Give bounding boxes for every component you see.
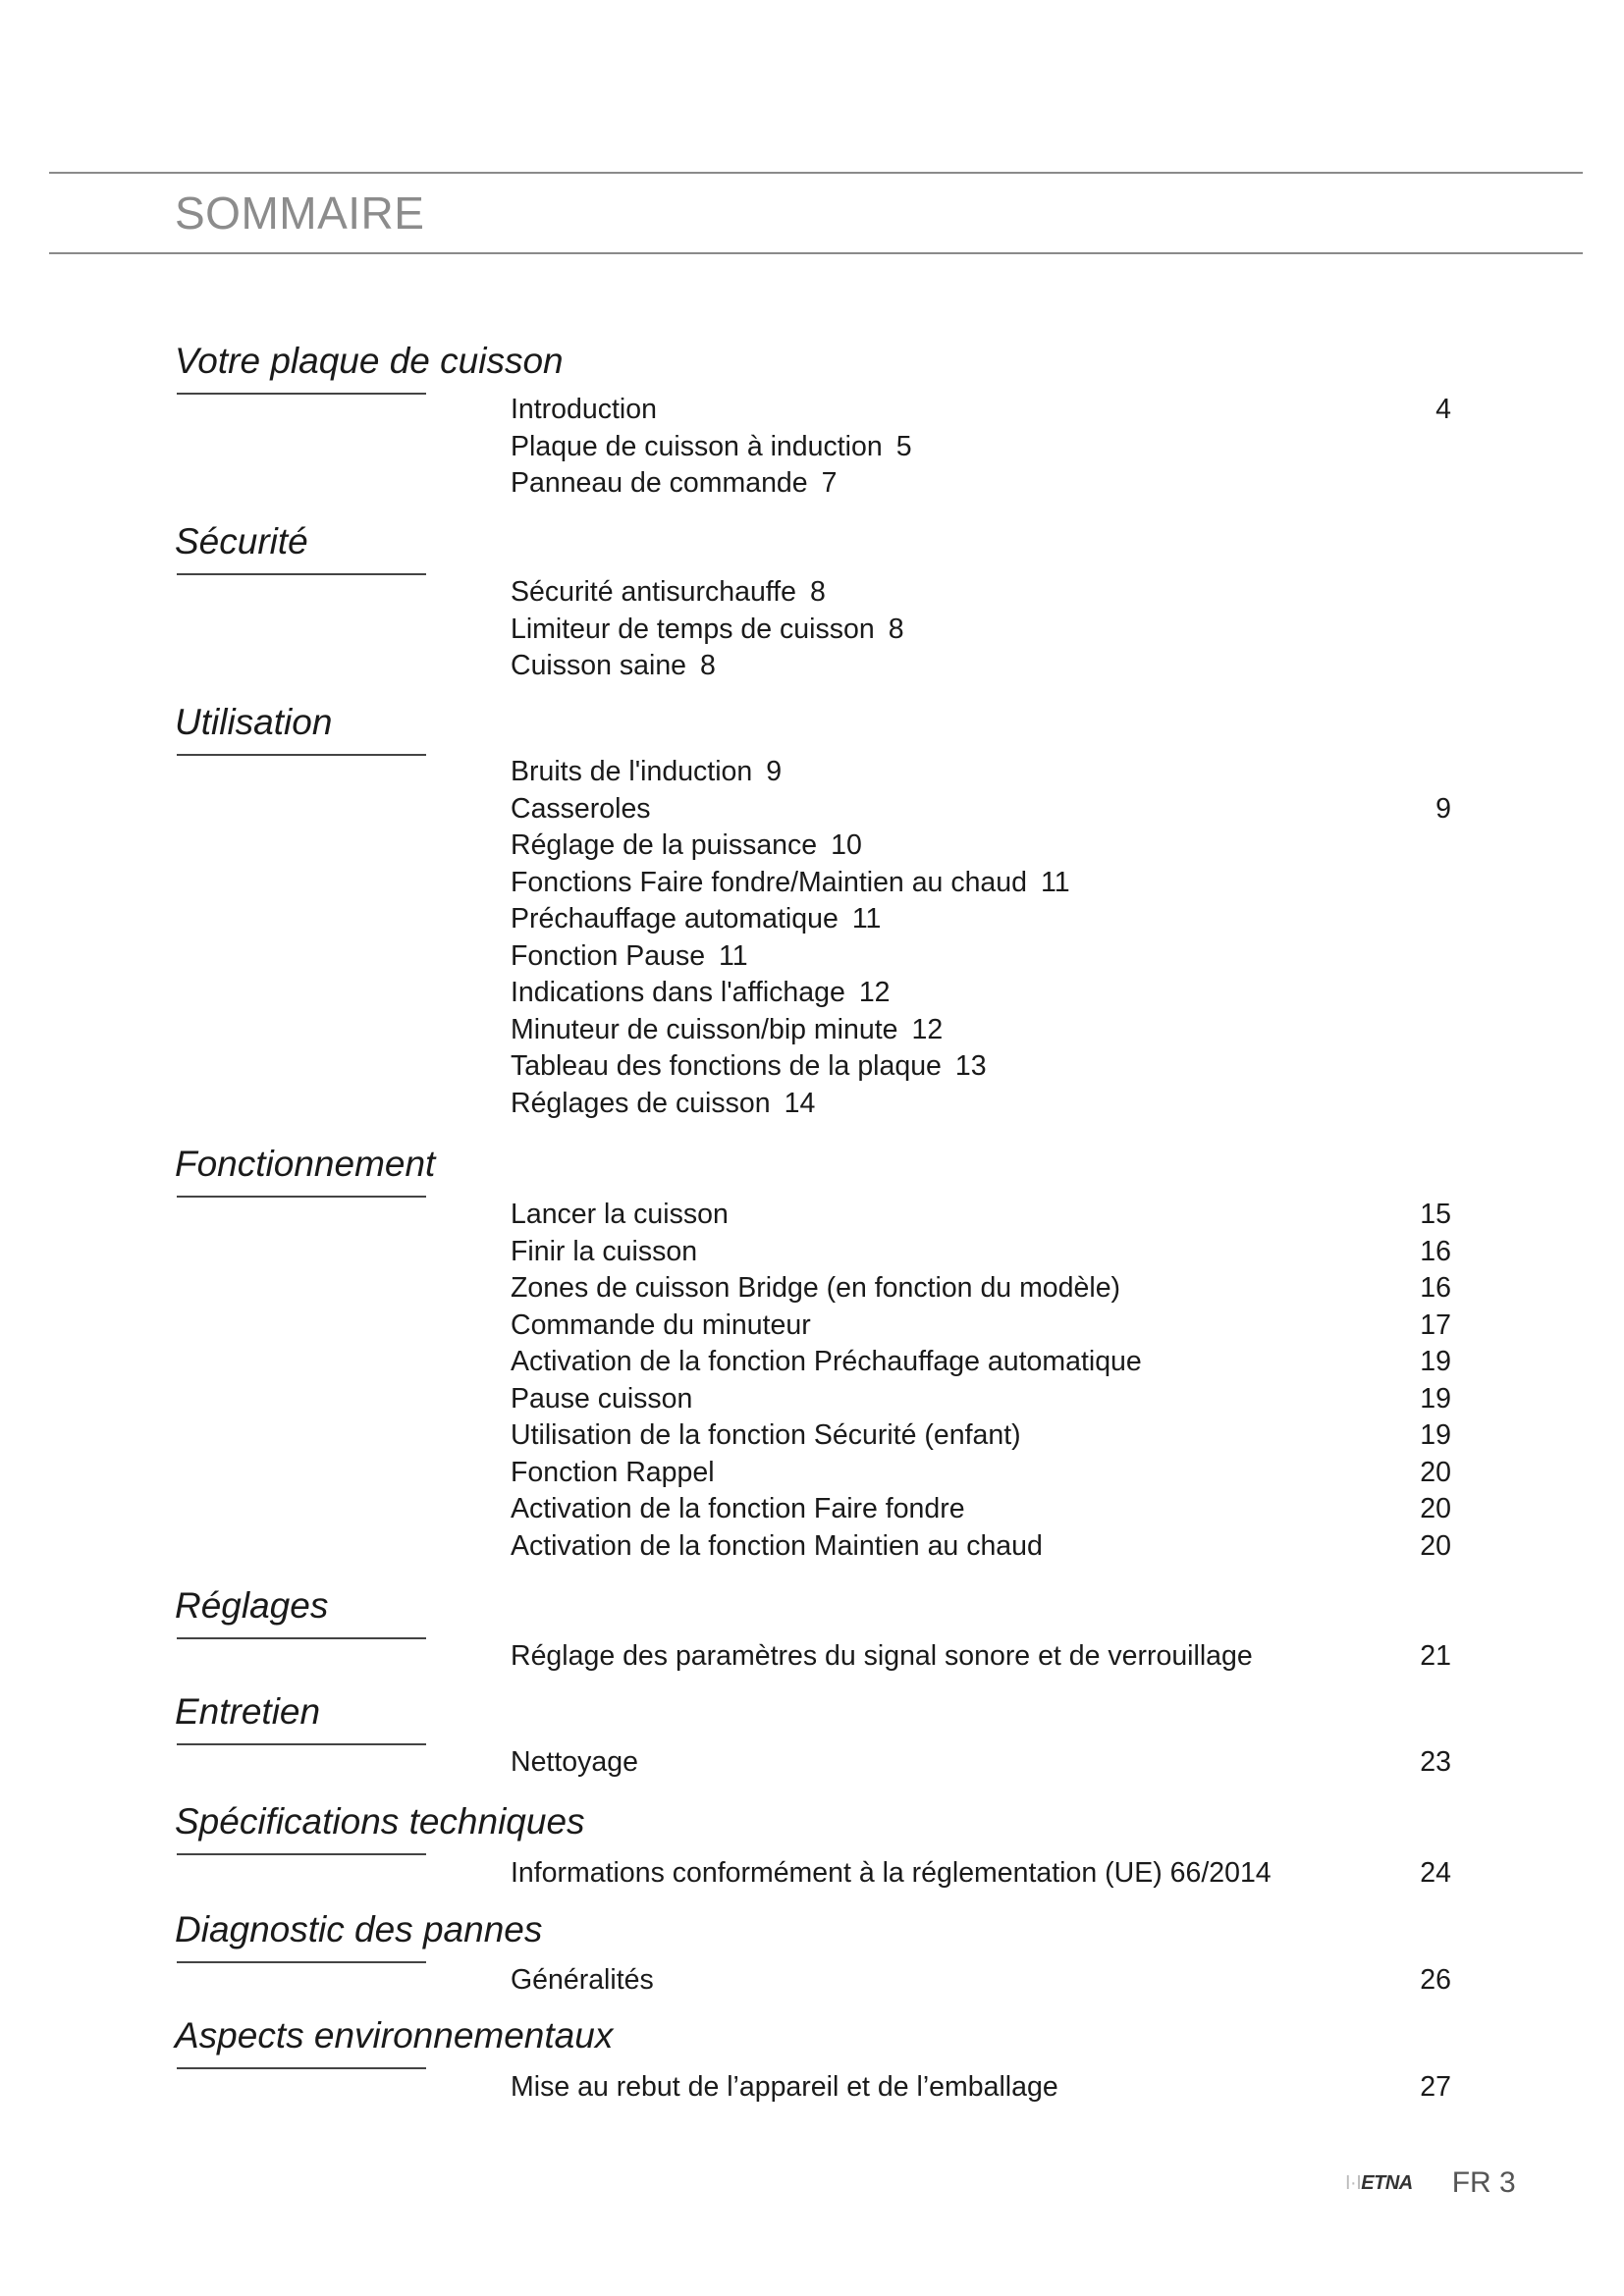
toc-entry[interactable] [511,465,1451,501]
toc-entry[interactable] [511,975,1451,1010]
toc-entry-title: Activation de la fonction Faire fondre [511,1493,965,1524]
toc-entry-page-number: 20 [1420,1493,1451,1524]
section-underline [177,1637,426,1639]
toc-entry-title: Préchauffage automatique [511,903,839,934]
section-heading: Votre plaque de cuisson [175,341,564,381]
section-heading: Fonctionnement [175,1144,436,1184]
toc-entry[interactable] [511,865,1451,900]
toc-entry-title: Cuisson saine [511,650,687,681]
toc-entry-title: Activation de la fonction Maintien au chaud [511,1529,1043,1562]
section-underline [177,1743,426,1745]
toc-entry[interactable] [511,1491,1451,1526]
toc-entry-page-number: 8 [700,650,716,681]
toc-entry[interactable] [511,612,1451,647]
toc-entry-title: Fonctions Faire fondre/Maintien au chaud [511,866,1027,898]
toc-entry-page-number: 11 [851,903,882,934]
toc-entry[interactable] [511,1417,1451,1453]
toc-entry[interactable] [511,1528,1451,1564]
toc-entry[interactable] [511,1086,1451,1121]
toc-entry-title: Informations conformément à la réglementation (UE) 66/2014 [511,1857,1272,1889]
toc-entry[interactable] [511,1381,1451,1416]
toc-entry[interactable] [511,791,1451,827]
toc-entry[interactable] [511,1962,1451,1998]
toc-entry[interactable] [511,1234,1451,1269]
toc-entry-page-number: 9 [766,756,783,787]
page-footer [1345,2163,1516,2203]
toc-entry-page-number: 12 [858,977,891,1008]
toc-entry-title: Lancer la cuisson [511,1199,729,1230]
section-heading: Aspects environnementaux [175,2015,614,2056]
toc-entry[interactable] [511,1270,1451,1306]
toc-entry-title: Réglages de cuisson [511,1087,771,1119]
toc-entry[interactable] [511,1048,1451,1084]
toc-entry-title: Fonction Pause [511,939,706,972]
toc-entry-title: Généralités [511,1964,654,1996]
toc-entry-page-number: 26 [1420,1964,1451,1996]
toc-entry-page-number: 13 [954,1050,987,1082]
toc-entry-page-number: 8 [888,613,904,645]
toc-entry-title: Bruits de l'induction [511,756,753,787]
toc-entry-title: Réglage de la puissance [511,829,818,861]
toc-entry-title: Fonction Rappel [511,1456,715,1488]
toc-entry[interactable] [511,901,1451,936]
toc-entry-title: Introduction [511,394,657,425]
toc-entry-title: Panneau de commande [511,467,808,499]
toc-entry-title: Nettoyage [511,1746,638,1778]
toc-entry[interactable] [511,2069,1451,2105]
toc-entry-title: Mise au rebut de l’appareil et de l’emballage [511,2071,1058,2103]
section-underline [177,1961,426,1963]
toc-entry-title: Pause cuisson [511,1382,693,1415]
section-underline [177,1853,426,1855]
section-heading: Diagnostic des pannes [175,1909,543,1949]
toc-entry-page-number: 11 [1040,866,1070,898]
toc-entry-page-number: 23 [1420,1746,1451,1778]
toc-entry[interactable] [511,429,1451,464]
section-heading: Entretien [175,1691,321,1732]
toc-entry-title: Utilisation de la fonction Sécurité (enfant) [511,1419,1021,1451]
toc-entry-page-number: 27 [1420,2071,1451,2103]
toc-entry[interactable] [511,1855,1451,1891]
section-heading: Réglages [175,1585,329,1626]
toc-entry[interactable] [511,1344,1451,1379]
toc-entry-page-number: 19 [1420,1382,1451,1415]
toc-entry[interactable] [511,1012,1451,1047]
toc-entry[interactable] [511,828,1451,863]
toc-entry[interactable] [511,1744,1451,1780]
toc-entry-title: Commande du minuteur [511,1308,811,1341]
toc-entry-page-number: 24 [1420,1857,1451,1889]
toc-entry[interactable] [511,1308,1451,1343]
section-heading: Utilisation [175,702,333,742]
toc-entry-page-number: 19 [1420,1419,1451,1451]
toc-entry-title: Tableau des fonctions de la plaque [511,1050,942,1082]
toc-entry-page-number: 4 [1435,394,1451,425]
toc-entry[interactable] [511,1197,1451,1232]
toc-entry-page-number: 8 [809,576,826,608]
toc-entry-title: Activation de la fonction Préchauffage automatique [511,1346,1142,1377]
toc-entry-title: Sécurité antisurchauffe [511,576,796,608]
toc-entry[interactable] [511,1638,1451,1674]
toc-entry-title: Plaque de cuisson à induction [511,430,883,462]
section-heading: Spécifications techniques [175,1801,585,1842]
toc-entry-page-number: 16 [1420,1272,1451,1304]
section-underline [177,1196,426,1198]
toc-entry-page-number: 20 [1420,1529,1451,1562]
toc-entry-page-number: 10 [831,829,862,861]
page-number: FR 3 [1451,2166,1516,2199]
toc-entry[interactable] [511,1455,1451,1490]
toc-entry-title: Finir la cuisson [511,1235,698,1267]
toc-entry-page-number: 15 [1420,1199,1451,1230]
toc-entry-page-number: 5 [895,430,912,462]
section-underline [177,573,426,575]
toc-entry-page-number: 12 [911,1013,944,1045]
brand-logo: I·IETNA [1345,2171,1413,2194]
toc-entry-page-number: 16 [1420,1235,1451,1267]
toc-entry-title: Indications dans l'affichage [511,977,845,1008]
toc-entry-page-number: 17 [1420,1308,1451,1341]
toc-entry-page-number: 21 [1420,1640,1451,1672]
toc-entry-title: Zones de cuisson Bridge (en fonction du modèle) [511,1272,1121,1304]
toc-entry-page-number: 7 [821,467,838,499]
toc-entry-title: Minuteur de cuisson/bip minute [511,1013,898,1045]
toc-entry-title: Réglage des paramètres du signal sonore et de verrouillage [511,1640,1253,1672]
toc-entry-title: Casseroles [511,792,651,825]
section-underline [177,754,426,756]
section-heading: Sécurité [175,521,308,561]
toc-entry-page-number: 14 [784,1087,816,1119]
toc-entry-page-number: 19 [1420,1346,1451,1377]
toc-entry-title: Limiteur de temps de cuisson [511,613,875,645]
page-title: SOMMAIRE [175,187,425,239]
section-underline [177,2067,426,2069]
toc-entry-page-number: 11 [719,939,748,972]
toc-entry[interactable] [511,754,1451,789]
toc-entry[interactable] [511,574,1451,610]
toc-entry-page-number: 9 [1435,792,1451,825]
section-underline [177,393,426,395]
toc-entry[interactable] [511,938,1451,974]
toc-entry-page-number: 20 [1420,1456,1451,1488]
toc-entry[interactable] [511,648,1451,683]
toc-entry[interactable] [511,392,1451,427]
